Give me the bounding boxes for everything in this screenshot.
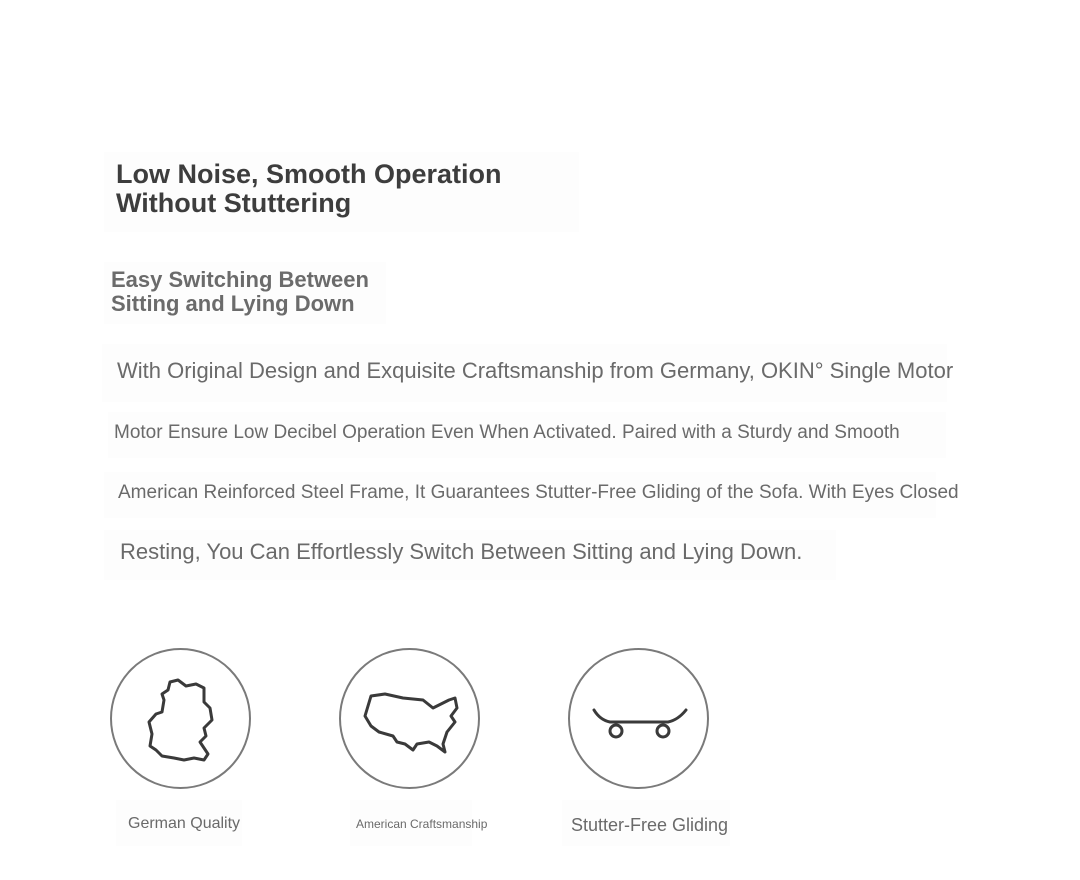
description-line-4: Resting, You Can Effortlessly Switch Between Sitting and Lying Down. (120, 539, 803, 564)
skateboard-icon (570, 650, 707, 787)
page-title (116, 160, 502, 218)
subtitle-line-2: Sitting and Lying Down (111, 291, 355, 316)
usa-map-icon (341, 650, 478, 787)
feature-label-american-craftsmanship: American Craftsmanship (356, 817, 488, 831)
page-subtitle (111, 268, 369, 316)
feature-label-stutter-free-gliding: Stutter-Free Gliding (571, 815, 729, 835)
title-line-1: Low Noise, Smooth Operation (116, 159, 502, 189)
feature-german-quality (110, 648, 251, 789)
description-line-2: Motor Ensure Low Decibel Operation Even When Activated. Paired with a Sturdy and Smooth (114, 422, 900, 443)
feature-stutter-free-gliding (568, 648, 709, 789)
description-line-1: With Original Design and Exquisite Craftsmanship from Germany, OKIN° Single Motor (117, 358, 954, 383)
feature-label-german-quality: German Quality (128, 815, 241, 832)
germany-map-icon (112, 650, 249, 787)
title-line-2: Without Stuttering (116, 188, 352, 218)
subtitle-line-1: Easy Switching Between (111, 267, 369, 292)
description-line-3: American Reinforced Steel Frame, It Guarantees Stutter-Free Gliding of the Sofa. With Eyes Closed (118, 482, 959, 503)
feature-american-craftsmanship (339, 648, 480, 789)
